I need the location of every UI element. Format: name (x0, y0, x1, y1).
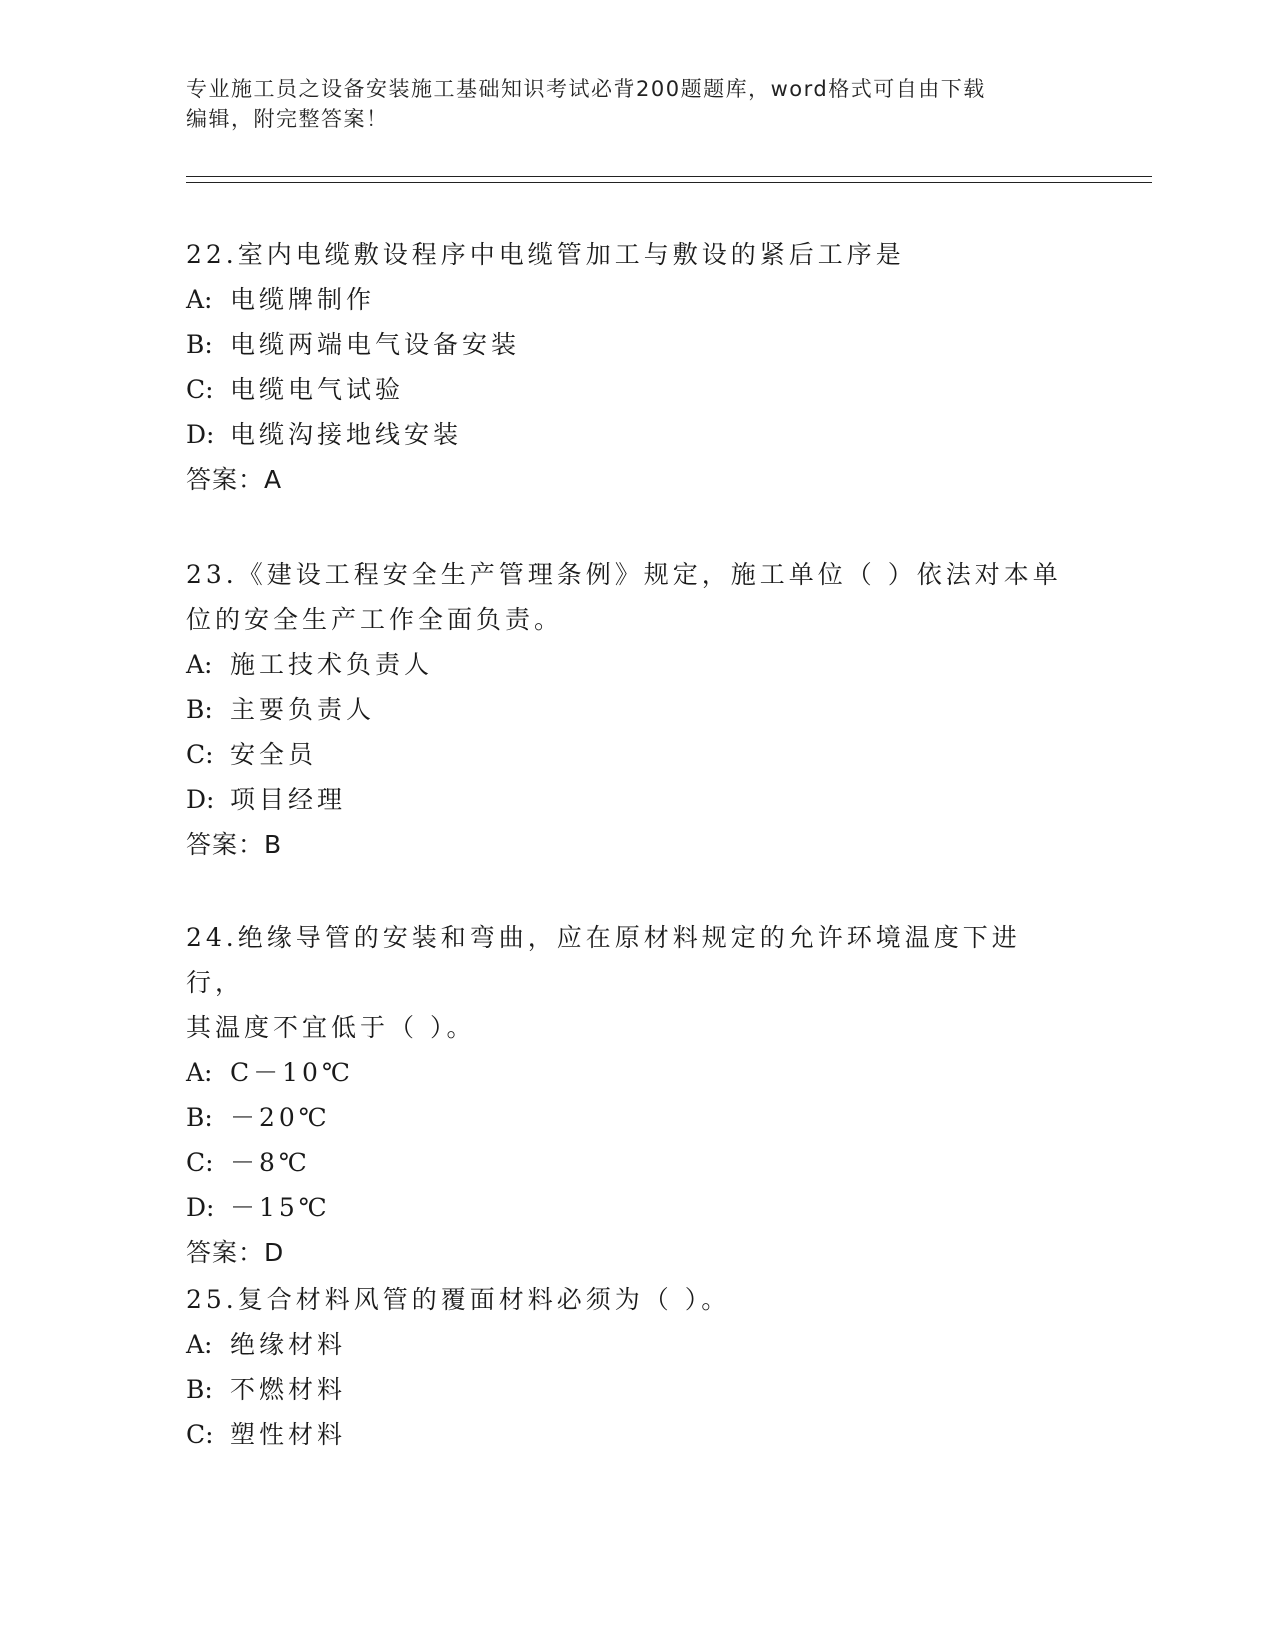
header-line-1: 专业施工员之设备安装施工基础知识考试必背200题题库，word格式可自由下载 (186, 77, 986, 101)
question-stem-line-1: 24.绝缘导管的安装和弯曲，应在原材料规定的允许环境温度下进行， (186, 923, 1021, 997)
option-c (186, 732, 1066, 777)
option-key: A: (186, 285, 213, 314)
document-header (186, 74, 1066, 134)
option-key: D: (186, 420, 215, 449)
option-text: 绝缘材料 (230, 1330, 347, 1359)
option-key: B: (186, 1375, 213, 1404)
question-stem-line-2: 位的安全生产工作全面负责。 (186, 605, 564, 634)
option-text: 电缆牌制作 (230, 285, 376, 314)
option-text: 不燃材料 (230, 1375, 347, 1404)
option-key: A: (186, 650, 213, 679)
question-stem-line-1: 23.《建设工程安全生产管理条例》规定，施工单位（ ）依法对本单 (186, 560, 1062, 589)
question-stem: 25.复合材料风管的覆面材料必须为（ ）。 (186, 1285, 731, 1314)
question-22 (186, 232, 1066, 502)
option-text: 电缆电气试验 (230, 375, 405, 404)
header-divider-top (186, 176, 1152, 177)
question-23 (186, 552, 1066, 867)
option-b (186, 322, 1066, 367)
option-a (186, 1322, 1066, 1367)
option-text: 塑性材料 (230, 1420, 347, 1449)
option-key: D: (186, 1193, 215, 1222)
option-text: －20℃ (230, 1103, 331, 1132)
option-key: B: (186, 1103, 213, 1132)
option-text: 安全员 (230, 740, 318, 769)
option-d (186, 777, 1066, 822)
option-d (186, 1185, 1066, 1230)
option-key: C: (186, 1420, 214, 1449)
option-key: C: (186, 1148, 214, 1177)
option-a (186, 642, 1066, 687)
question-stem-line-2: 其温度不宜低于（ ）。 (186, 1013, 476, 1042)
option-b (186, 687, 1066, 732)
option-text: 电缆两端电气设备安装 (230, 330, 521, 359)
option-key: B: (186, 695, 213, 724)
option-c (186, 1412, 1066, 1457)
option-key: A: (186, 1330, 213, 1359)
option-key: B: (186, 330, 213, 359)
answer-line: 答案：A (186, 465, 283, 494)
answer-line: 答案：D (186, 1238, 285, 1267)
option-b (186, 1095, 1066, 1140)
question-25 (186, 1277, 1066, 1457)
option-c (186, 1140, 1066, 1185)
option-d (186, 412, 1066, 457)
answer-line: 答案：B (186, 830, 283, 859)
option-text: 项目经理 (230, 785, 347, 814)
option-text: 主要负责人 (230, 695, 376, 724)
option-a (186, 277, 1066, 322)
header-line-2: 编辑，附完整答案！ (186, 107, 389, 131)
option-key: A: (186, 1058, 213, 1087)
question-24 (186, 915, 1066, 1275)
option-text: －8℃ (230, 1148, 311, 1177)
option-key: C: (186, 740, 214, 769)
option-c (186, 367, 1066, 412)
option-key: C: (186, 375, 214, 404)
option-key: D: (186, 785, 215, 814)
question-stem: 22.室内电缆敷设程序中电缆管加工与敷设的紧后工序是 (186, 240, 905, 269)
option-text: 施工技术负责人 (230, 650, 434, 679)
option-b (186, 1367, 1066, 1412)
option-text: 电缆沟接地线安装 (230, 420, 463, 449)
option-a (186, 1050, 1066, 1095)
option-text: －15℃ (230, 1193, 331, 1222)
header-divider-bottom (186, 182, 1152, 183)
option-text: C－10℃ (230, 1058, 354, 1087)
